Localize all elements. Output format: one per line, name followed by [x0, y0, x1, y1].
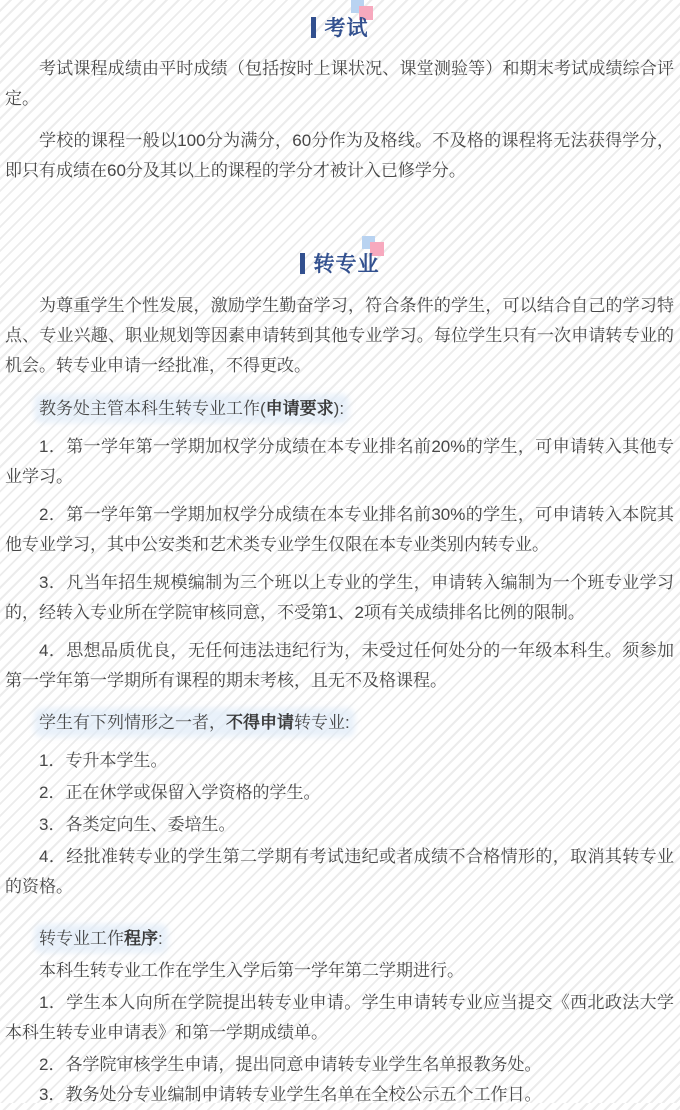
- exam-paragraph-2: 学校的课程一般以100分为满分，60分作为及格线。不及格的课程将无法获得学分，即只有成绩在60分及其以上的课程的学分才被计入已修学分。: [5, 131, 674, 180]
- article-page: [0, 12, 680, 1110]
- procedure-intro: 本科生转专业工作在学生入学后第一学年第二学期进行。: [39, 961, 464, 980]
- req-heading-pre: 教务处主管本科生转专业工作(: [39, 399, 266, 418]
- proc-heading-pre: 转专业工作: [39, 929, 124, 948]
- transfer-procedure-heading: [5, 924, 674, 954]
- requirement-item: 3．凡当年招生规模编制为三个班以上专业的学生，申请转入编制为一个班专业学习的，经转入专业所在学院审核同意，不受第1、2项有关成绩排名比例的限制。: [5, 573, 674, 622]
- transfer-section-header: [5, 248, 674, 278]
- forbidden-item: 1．专升本学生。: [39, 751, 168, 770]
- title-accent-bar: [311, 17, 316, 38]
- highlighted-heading: [39, 929, 163, 948]
- forbidden-item: 3．各类定向生、委培生。: [39, 815, 236, 834]
- req-heading-bold: 申请要求: [265, 399, 334, 418]
- highlighted-heading: [39, 713, 350, 732]
- proc-heading-bold: 程序: [124, 929, 158, 948]
- highlighted-heading: [39, 399, 344, 418]
- exam-paragraph-1: 考试课程成绩由平时成绩（包括按时上课状况、课堂测验等）和期末考试成绩综合评定。: [5, 59, 674, 108]
- transfer-forbidden-heading: [5, 708, 674, 738]
- title-accent-bar: [300, 253, 305, 274]
- requirement-item: 4．思想品质优良，无任何违法违纪行为，未受过任何处分的一年级本科生。须参加第一学年第一学期所有课程的期末考核，且无不及格课程。: [5, 641, 674, 690]
- forbid-heading-pre: 学生有下列情形之一者，: [39, 713, 226, 732]
- transfer-title-wrap: [300, 248, 380, 278]
- exam-section-title: 考试: [324, 17, 369, 40]
- proc-heading-post: :: [158, 929, 163, 948]
- requirement-item: 2．第一学年第一学期加权学分成绩在本专业排名前30%的学生，可申请转入本院其他专业学习，其中公安类和艺术类专业学生仅限在本专业类别内转专业。: [5, 505, 674, 554]
- forbid-heading-bold: 不得申请: [226, 713, 294, 732]
- forbidden-item: 4．经批准转专业的学生第二学期有考试违纪或者成绩不合格情形的，取消其转专业的资格。: [5, 847, 674, 896]
- transfer-intro-paragraph: 为尊重学生个性发展，激励学生勤奋学习，符合条件的学生，可以结合自己的学习特点、专业兴趣、职业规划等因素申请转到其他专业学习。每位学生只有一次申请转专业的机会。转专业申请一经批准，不得更改。: [5, 296, 674, 375]
- procedure-item: 3．教务处分专业编制申请转专业学生名单在全校公示五个工作日。: [39, 1085, 542, 1104]
- req-heading-post: ):: [333, 399, 345, 418]
- exam-title-wrap: [311, 12, 369, 42]
- forbidden-item: 2．正在休学或保留入学资格的学生。: [39, 783, 321, 802]
- transfer-requirements-heading: [5, 394, 674, 424]
- forbid-heading-post: 转专业:: [294, 713, 350, 732]
- exam-section-header: [5, 12, 674, 42]
- procedure-item: 1．学生本人向所在学院提出转专业申请。学生申请转专业应当提交《西北政法大学本科生转专业申请表》和第一学期成绩单。: [5, 993, 674, 1042]
- requirement-item: 1．第一学年第一学期加权学分成绩在本专业排名前20%的学生，可申请转入其他专业学习。: [5, 437, 674, 486]
- procedure-item: 2．各学院审核学生申请，提出同意申请转专业学生名单报教务处。: [39, 1055, 542, 1074]
- transfer-section-title: 转专业: [313, 253, 380, 276]
